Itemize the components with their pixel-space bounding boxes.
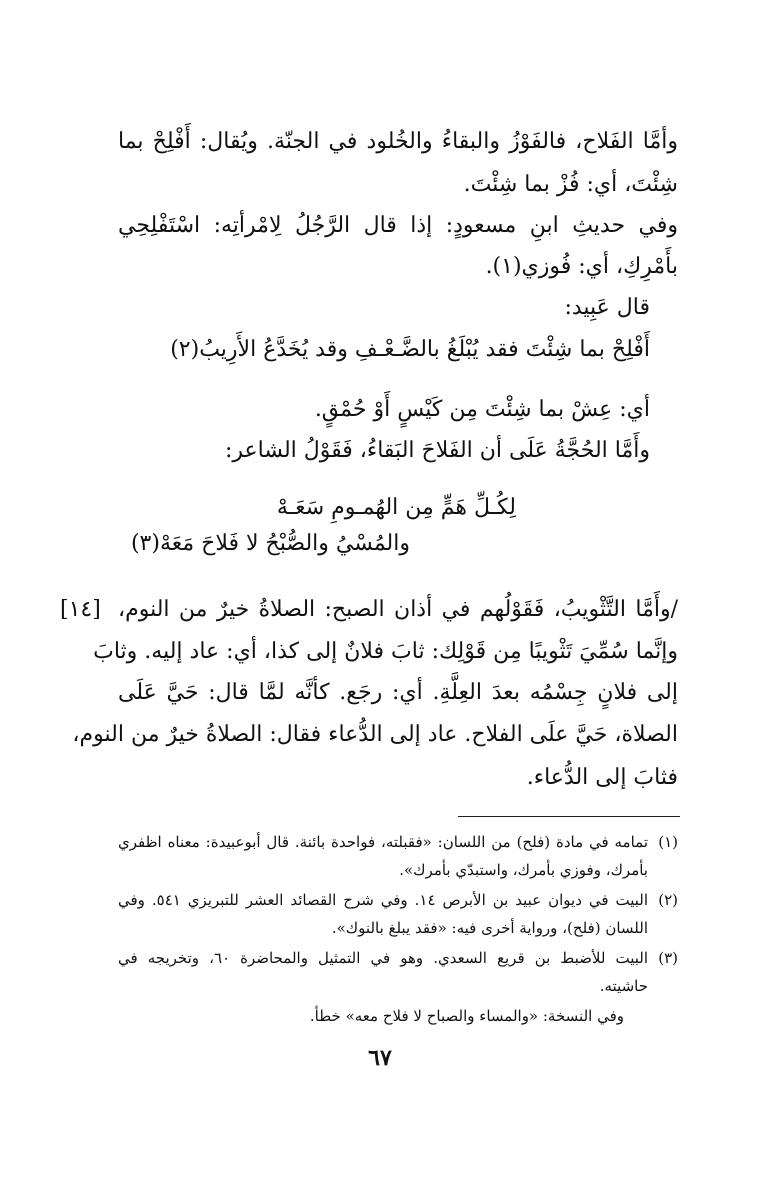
body-line-8: وأَمَّا الحُجَّةُ عَلَى أن الفَلاحَ البَقاءُ، فَقَوْلُ الشاعر: — [224, 438, 650, 463]
footnote-3-line-3: وفي النسخة: «والمساء والصباح لا فلاح معه» خطأ. — [309, 1007, 624, 1025]
body-line-2: شِئْتَ، أي: فُزْ بما شِئْتَ. — [463, 172, 678, 197]
body-line-5: قال عَبِيد: — [564, 295, 650, 320]
body-line-1: وأمَّا الفَلاح، فالفَوْزُ والبقاءُ والخُلود في الجنّة. ويُقال: أَفْلِحْ بما — [118, 129, 678, 154]
footnote-number-1: (١) — [658, 833, 678, 851]
body-line-4: بأَمْرِكِ، أي: فُوزي(١). — [485, 254, 678, 279]
body-line-13: إلى فلانٍ جِسْمُه بعدَ العِلَّةِ. أي: رجَع. كأنَّه لمَّا قال: حَيَّ عَلَى — [118, 680, 678, 705]
footnote-2-line-2: اللسان (فلح)، ورواية أخرى فيه: «فقد يبلغ بالنوك». — [331, 919, 648, 937]
footnote-2-line-1: البيت في ديوان عبيد بن الأبرص ١٤. وفي شرح القصائد العشر للتبريزي ٥٤١. وفي — [118, 891, 648, 909]
page-number: ٦٧ — [368, 1045, 392, 1071]
footnote-1-line-1: تمامه في مادة (فلح) من اللسان: «فقبلته، فواحدة بائنة. قال أبوعبيدة: معناه اظفري — [118, 833, 648, 851]
body-line-14: الصلاة، حَيَّ علَى الفلاح. عاد إلى الدُّعاء فقال: الصلاةُ خيرٌ من النوم، — [72, 722, 678, 747]
verse-line-2a: لِكُـلِّ هَمٍّ مِن الهُمـومِ سَعَـهْ — [276, 495, 516, 520]
verse-line-1: أَفْلِحْ بما شِئْتَ فقد يُبْلَغُ بالضَّـعْـفِ وقد يُخَدَّعُ الأَرِيبُ(٢) — [170, 337, 650, 362]
footnote-number-2: (٢) — [658, 891, 678, 909]
margin-folio-number: [١٤] — [60, 597, 101, 622]
body-line-15: فثابَ إلى الدُّعاء. — [526, 765, 678, 790]
body-line-3: وفي حديثِ ابنِ مسعودٍ: إذا قال الرَّجُلُ لِامْرأتِه: اسْتَفْلِحِي — [118, 213, 678, 238]
footnote-number-3: (٣) — [658, 949, 678, 967]
body-line-11: /وأَمَّا التَّثْويبُ، فَقَوْلُهم في أذان الصبح: الصلاةُ خيرٌ من النوم، — [118, 597, 678, 622]
footnote-3-line-2: حاشيته. — [599, 977, 648, 995]
body-line-12: وإنَّما سُمِّيَ تَثْويبًا مِن قَوْلِك: ثابَ فلانٌ إلى كذا، أي: عاد إليه. وثابَ — [93, 639, 678, 664]
footnote-3-line-1: البيت للأضبط بن قريع السعدي. وهو في التمثيل والمحاضرة ٦٠، وتخريجه في — [118, 949, 649, 967]
footnote-1-line-2: بأمرك، وفوزي بأمرك، واستبدّي بأمرك». — [399, 861, 648, 879]
footnote-separator — [458, 816, 680, 817]
body-line-7: أي: عِشْ بما شِئْتَ مِن كَيْسٍ أَوْ حُمْقٍ. — [314, 397, 650, 422]
verse-line-2b: والمُسْيُ والصُّبْحُ لا فَلاحَ مَعَهْ(٣) — [130, 531, 410, 556]
